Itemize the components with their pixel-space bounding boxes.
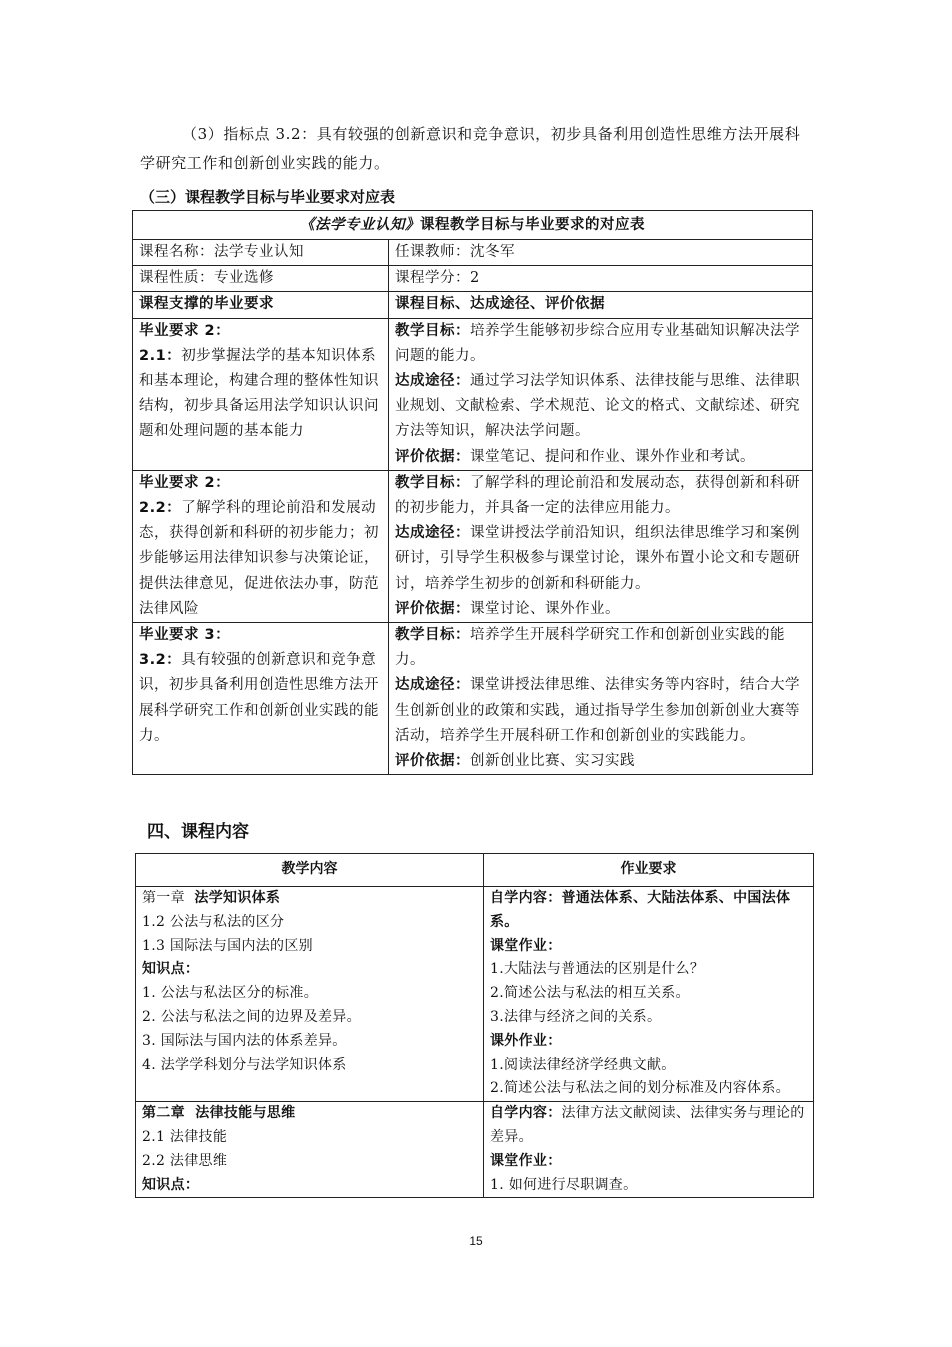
- objective-cell: [389, 623, 813, 775]
- chapter-2-content: [136, 1102, 484, 1198]
- goal-text: 培养学生开展科学研究工作和创新创业实践的能力。: [395, 627, 785, 669]
- req-point-text: 具有较强的创新意识和竞争意识，初步具备利用创造性思维方法开展科学研究工作和创新创业实践的能力。: [139, 652, 379, 744]
- path-label: 达成途径：: [395, 373, 470, 390]
- goal-label: 教学目标：: [395, 322, 470, 339]
- extra-hw-label: 课外作业：: [490, 1032, 562, 1049]
- chapter-title: 法学知识体系: [194, 890, 281, 906]
- course-name-cell: 课程名称：法学专业认知: [133, 240, 389, 266]
- teacher-cell: 任课教师：沈冬军: [389, 240, 813, 266]
- list-item: 2.2 法律思维: [142, 1152, 228, 1169]
- section-3-title: （三）课程教学目标与毕业要求对应表: [140, 188, 396, 206]
- self-study-text: 法律方法文献阅读、法律实务与理论的差异。: [490, 1105, 805, 1145]
- list-item: 2. 公法与私法之间的边界及差异。: [142, 1008, 361, 1025]
- goal-label: 教学目标：: [395, 627, 470, 644]
- page-number: 15: [469, 1234, 483, 1248]
- eval-text: 课堂讨论、课外作业。: [470, 600, 620, 617]
- goal-text: 了解学科的理论前沿和发展动态，获得创新和科研的初步能力，并具备一定的法律应用能力。: [395, 474, 800, 517]
- section-4-title: 四、课程内容: [147, 822, 249, 842]
- table-row: [133, 470, 813, 622]
- course-type-cell: 课程性质：专业选修: [133, 266, 389, 292]
- table-row: [136, 887, 814, 1102]
- eval-label: 评价依据：: [395, 600, 470, 617]
- list-item: 3.法律与经济之间的关系。: [490, 1008, 662, 1025]
- table-row: [136, 1102, 814, 1198]
- objectives-table: [132, 210, 813, 775]
- chapter-prefix: 第一章: [142, 890, 185, 906]
- header-teaching-content: 教学内容: [136, 854, 484, 887]
- chapter-2-assignments: [484, 1102, 814, 1198]
- col-header-requirements: 课程支撑的毕业要求: [133, 292, 389, 318]
- table-row: [133, 318, 813, 470]
- knowledge-points-label: 知识点：: [142, 961, 200, 978]
- path-label: 达成途径：: [395, 677, 470, 694]
- chapter-prefix: 第二章: [142, 1105, 185, 1122]
- list-item: 1.阅读法律经济学经典文献。: [490, 1056, 676, 1073]
- objective-cell: [389, 318, 813, 470]
- goal-label: 教学目标：: [395, 474, 470, 491]
- path-text: 通过学习法学知识体系、法律技能与思维、法律职业规划、文献检索、学术规范、论文的格式、文献综述、研究方法等知识，解决法学问题。: [395, 373, 800, 440]
- requirement-cell: [133, 318, 389, 470]
- requirement-cell: [133, 623, 389, 775]
- requirement-cell: [133, 470, 389, 622]
- list-item: 1. 如何进行尽职调查。: [490, 1176, 638, 1193]
- chapter-1-assignments: [484, 887, 814, 1102]
- caption-text: 课程教学目标与毕业要求的对应表: [420, 217, 645, 233]
- course-content-table: [135, 853, 814, 1198]
- list-item: 3. 国际法与国内法的体系差异。: [142, 1032, 347, 1049]
- eval-text: 创新创业比赛、实习实践: [470, 753, 635, 770]
- list-item: 2.简述公法与私法的相互关系。: [490, 985, 690, 1002]
- credits-cell: 课程学分：2: [389, 266, 813, 292]
- req-title: 毕业要求 2：: [139, 322, 231, 339]
- req-point-label: 2.1：: [139, 347, 182, 364]
- path-label: 达成途径：: [395, 525, 470, 542]
- req-title: 毕业要求 3：: [139, 627, 231, 644]
- knowledge-points-label: 知识点：: [142, 1176, 200, 1193]
- chapter-title: 法律技能与思维: [195, 1105, 296, 1122]
- eval-label: 评价依据：: [395, 753, 470, 770]
- list-item: 2.简述公法与私法之间的划分标准及内容体系。: [490, 1080, 790, 1097]
- req-point-text: 了解学科的理论前沿和发展动态，获得创新和科研的初步能力；初步能够运用法律知识参与决策论证，提供法律意见，促进依法办事，防范法律风险: [139, 500, 379, 617]
- intro-paragraph: （3）指标点 3.2：具有较强的创新意识和竞争意识，初步具备利用创造性思维方法开展科学研究工作和创新创业实践的能力。: [140, 125, 801, 172]
- self-study: 自学内容：普通法体系、大陆法体系、中国法体系。: [490, 890, 791, 930]
- eval-text: 课堂笔记、提问和作业、课外作业和考试。: [470, 448, 755, 465]
- eval-label: 评价依据：: [395, 448, 470, 465]
- req-title: 毕业要求 2：: [139, 474, 231, 491]
- self-study-label: 自学内容：: [490, 1105, 562, 1122]
- req-point-text: 初步掌握法学的基本知识体系和基本理论，构建合理的整体性知识结构，初步具备运用法学知识认识问题和处理问题的基本能力: [139, 347, 379, 440]
- path-text: 课堂讲授法学前沿知识，组织法律思维学习和案例研讨，引导学生积极参与课堂讨论，课外布置小论文和专题研讨，培养学生初步的创新和科研能力。: [395, 525, 800, 592]
- path-text: 课堂讲授法律思维、法律实务等内容时，结合大学生创新创业的政策和实践，通过指导学生参加创新创业大赛等活动，培养学生开展科研工作和创新创业的实践能力。: [395, 677, 800, 744]
- req-point-label: 2.2：: [139, 500, 182, 517]
- class-hw-label: 课堂作业：: [490, 937, 562, 954]
- class-hw-label: 课堂作业：: [490, 1152, 562, 1169]
- table-caption: [133, 211, 813, 240]
- chapter-1-content: [136, 887, 484, 1102]
- list-item: 1.2 公法与私法的区分: [142, 913, 285, 930]
- list-item: 4. 法学学科划分与法学知识体系: [142, 1056, 347, 1073]
- req-point-label: 3.2：: [139, 652, 182, 669]
- list-item: 1. 公法与私法区分的标准。: [142, 985, 319, 1002]
- objective-cell: [389, 470, 813, 622]
- list-item: 2.1 法律技能: [142, 1128, 228, 1145]
- table-row: [133, 623, 813, 775]
- list-item: 1.3 国际法与国内法的区别: [142, 937, 313, 954]
- header-assignments: 作业要求: [484, 854, 814, 887]
- col-header-objectives: 课程目标、达成途径、评价依据: [389, 292, 813, 318]
- list-item: 1.大陆法与普通法的区别是什么？: [490, 961, 705, 978]
- caption-course-name: 《法学专业认知》: [300, 217, 420, 233]
- goal-text: 培养学生能够初步综合应用专业基础知识解决法学问题的能力。: [395, 322, 800, 364]
